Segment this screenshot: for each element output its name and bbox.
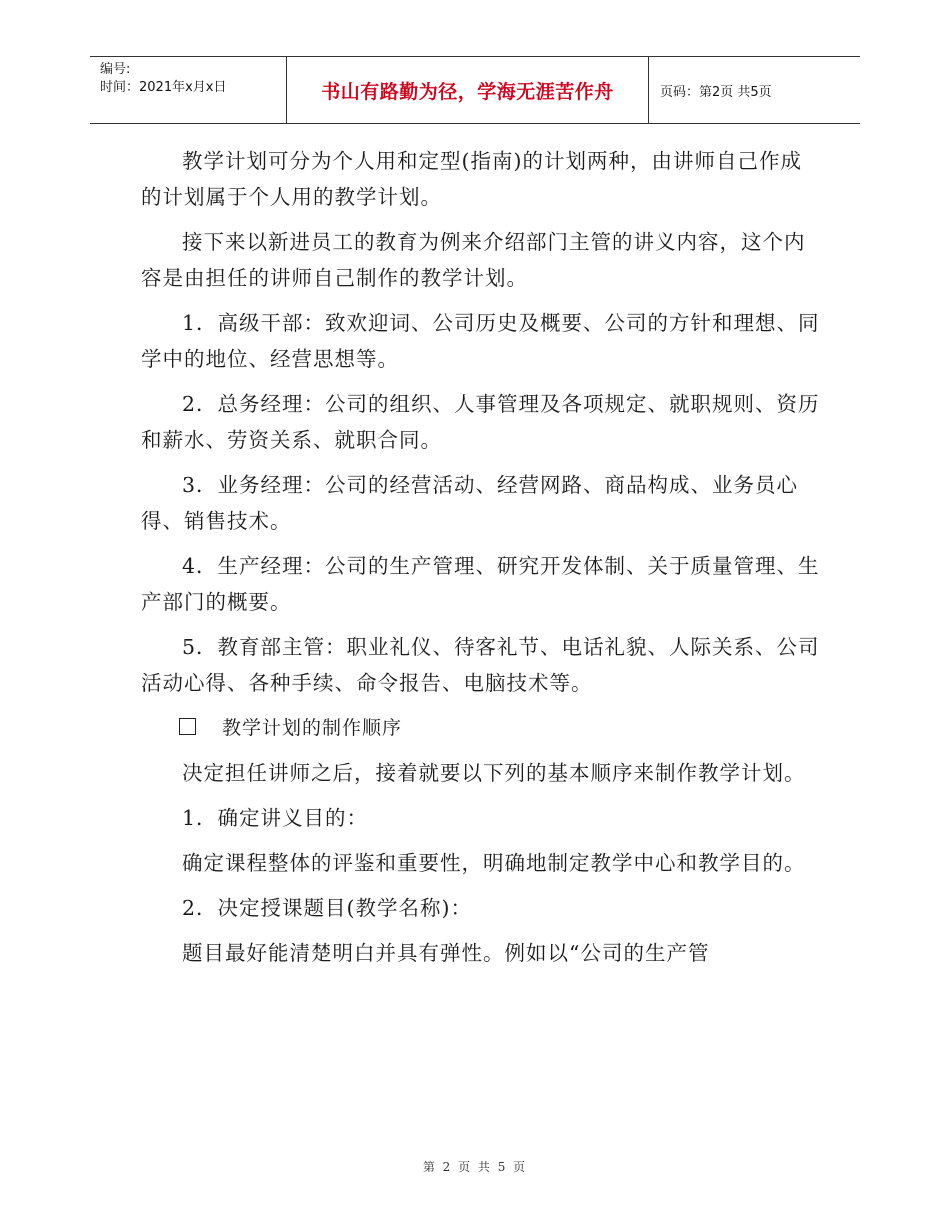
- number-label: 编号:: [100, 62, 131, 77]
- section-title: 教学计划的制作顺序: [222, 717, 403, 739]
- time-label: 时间：2021年x月x日: [100, 80, 227, 95]
- page-footer: 第 2 页 共 5 页: [422, 1160, 528, 1174]
- paragraph: 题目最好能清楚明白并具有弹性。例如以“公司的生产管: [182, 941, 710, 965]
- list-item: 2．总务经理：公司的组织、人事管理及各项规定、就职规则、资历和薪水、劳资关系、就职合同。: [141, 392, 820, 452]
- paragraph: 接下来以新进员工的教育为例来介绍部门主管的讲义内容，这个内容是由担任的讲师自己制作的教学计划。: [141, 230, 806, 290]
- list-item: 4．生产经理：公司的生产管理、研究开发体制、关于质量管理、生产部门的概要。: [141, 554, 820, 614]
- paragraph: 确定课程整体的评鉴和重要性，明确地制定教学中心和教学目的。: [182, 851, 806, 875]
- list-item: 1．高级干部：致欢迎词、公司历史及概要、公司的方针和理想、同学中的地位、经营思想等。: [141, 311, 820, 371]
- page-header: [90, 56, 860, 124]
- list-item: 5．教育部主管：职业礼仪、待客礼节、电话礼貌、人际关系、公司活动心得、各种手续、命令报告、电脑技术等。: [141, 635, 820, 695]
- header-meta: [100, 61, 226, 97]
- step-title: 1．确定讲义目的：: [182, 806, 369, 830]
- header-divider: [648, 57, 649, 123]
- paragraph: 决定担任讲师之后，接着就要以下列的基本顺序来制作教学计划。: [182, 761, 806, 785]
- step-title: 2．决定授课题目(教学名称)：: [182, 896, 473, 920]
- paragraph: 教学计划可分为个人用和定型(指南)的计划两种，由讲师自己作成的计划属于个人用的教学计划。: [141, 149, 802, 209]
- section-heading: [141, 710, 821, 746]
- checkbox-square-icon: [179, 718, 196, 735]
- document-body: [141, 143, 821, 980]
- header-page-label: 页码：第2页 共5页: [660, 84, 772, 100]
- list-item: 3．业务经理：公司的经营活动、经营网路、商品构成、业务员心得、销售技术。: [141, 473, 799, 533]
- header-motto: 书山有路勤为径，学海无涯苦作舟: [321, 80, 614, 103]
